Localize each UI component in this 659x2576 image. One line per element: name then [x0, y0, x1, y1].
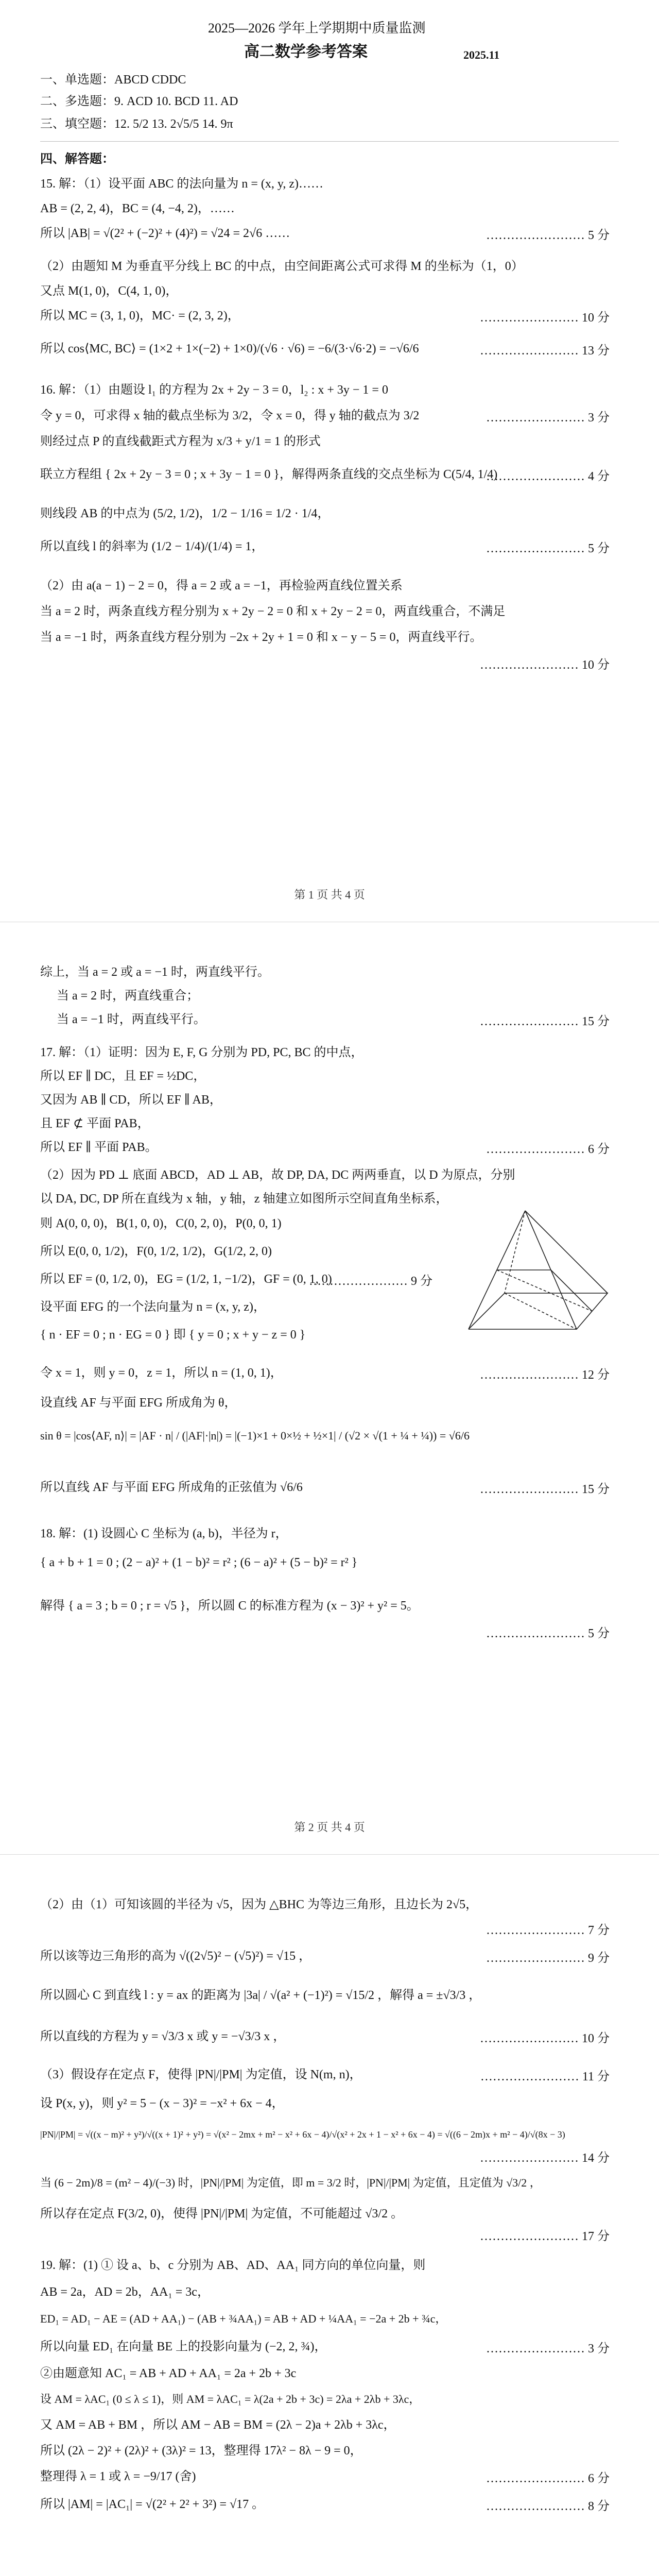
- q16-line: 当 a = 2 时，两直线重合；: [57, 989, 199, 1003]
- q19-line: ②由题意知 AC₁ = AB + AD + AA₁ = 2a + 2b + 3c: [40, 2367, 297, 2380]
- score-marker: …………………… 5 分: [486, 229, 610, 242]
- score-marker: …………………… 6 分: [486, 2472, 610, 2485]
- q17-line: （2）因为 PD ⊥ 底面 ABCD，AD ⊥ AB，故 DP, DA, DC 两两垂直，以 D 为原点，分别: [40, 1168, 515, 1182]
- q19-line: 19. 解：(1) ① 设 a、b、c 分别为 AB、AD、AA₁ 同方向的单位向量，则: [40, 2259, 426, 2272]
- score-marker: …………………… 7 分: [486, 1924, 610, 1937]
- q19-line: 又 AM = AB + BM ，所以 AM − AB = BM = (2λ − 2)a + 2λb + 3λc，: [40, 2418, 396, 2432]
- q15-line: 所以 MC = (3, 1, 0)，MC· = (2, 3, 2)，: [40, 309, 240, 323]
- q19-line: 设 AM = λAC₁ (0 ≤ λ ≤ 1)，则 AM = λAC₁ = λ(2a + 2b + 3c) = 2λa + 2λb + 3λc，: [40, 2393, 421, 2405]
- q17-line: 则 A(0, 0, 0)，B(1, 0, 0)，C(0, 2, 0)，P(0, 0, 1): [40, 1217, 282, 1230]
- score-marker: …………………… 8 分: [486, 2500, 610, 2513]
- q17-line: 17. 解：（1）证明：因为 E, F, G 分别为 PD, PC, BC 的中点，: [40, 1046, 363, 1059]
- exam-date: 2025.11: [463, 48, 500, 61]
- score-marker: …………………… 15 分: [480, 1483, 610, 1496]
- score-marker: …………………… 17 分: [480, 2230, 610, 2243]
- q18-line: 所以存在定点 F(3/2, 0)，使得 |PN|/|PM| 为定值，不可能超过 √3/2 。: [40, 2207, 404, 2221]
- q17-line: 所以 EF ∥ 平面 PAB。: [40, 1141, 158, 1154]
- q17-line: 设平面 EFG 的一个法向量为 n = (x, y, z)，: [40, 1300, 266, 1314]
- pyramid-figure: [448, 1200, 618, 1350]
- page-title: 高二数学参考答案: [244, 43, 368, 60]
- q18-line: 所以该等边三角形的高为 √((2√5)² − (√5)²) = √15 ，: [40, 1950, 311, 1963]
- q18-line: |PN|/|PM| = √((x − m)² + y²)/√((x + 1)² + y²) = √(x² − 2mx + m² − x² + 6x − 4)/√(x² + 2x + 1 − x² + 6x − 4) = √((6 − 2m)x + m² − 4)/√(8x − 3): [40, 2129, 565, 2140]
- q17-line: { n · EF = 0 ; n · EG = 0 } 即 { y = 0 ; x + y − z = 0 }: [40, 1328, 306, 1342]
- score-marker: …………………… 13 分: [480, 344, 610, 358]
- q15-line: （2）由题知 M 为垂直平分线上 BC 的中点，由空间距离公式可求得 M 的坐标为（1，0）: [40, 260, 524, 273]
- page-footer: 第 2 页 共 4 页: [294, 1821, 365, 1834]
- score-marker: …………………… 5 分: [486, 1627, 610, 1640]
- q17-line: 以 DA, DC, DP 所在直线为 x 轴，y 轴，z 轴建立如图所示空间直角坐标系，: [40, 1192, 448, 1206]
- score-marker: …………………… 14 分: [480, 2151, 610, 2165]
- q19-line: 所以向量 ED₁ 在向量 BE 上的投影向量为 (−2, 2, ¾)，: [40, 2340, 327, 2353]
- q16-line: 联立方程组 { 2x + 2y − 3 = 0 ; x + 3y − 1 = 0 }，解得两条直线的交点坐标为 C(5/4, 1/4): [40, 468, 498, 481]
- q17-line: 所以 E(0, 0, 1/2)，F(0, 1/2, 1/2)，G(1/2, 2, 0): [40, 1245, 272, 1258]
- q18-line: 所以圆心 C 到直线 l : y = ax 的距离为 |3a| / √(a² + (−1)²) = √15/2 ，解得 a = ±√3/3 ，: [40, 1989, 481, 2002]
- q16-line: 所以直线 l 的斜率为 (1/2 − 1/4)/(1/4) = 1，: [40, 540, 264, 553]
- multi-choice-answers: 二、多选题：9. ACD 10. BCD 11. AD: [40, 95, 238, 108]
- q16-line: 当 a = −1 时，两条直线方程分别为 −2x + 2y + 1 = 0 和 x − y − 5 = 0，两直线平行。: [40, 631, 482, 644]
- q17-line: 所以 EF ∥ DC，且 EF = ½DC，: [40, 1070, 206, 1083]
- q18-line: （3）假设存在定点 F，使得 |PN|/|PM| 为定值，设 N(m, n)，: [40, 2068, 362, 2081]
- score-marker: …………………… 10 分: [480, 311, 610, 325]
- q16-line: 令 y = 0，可求得 x 轴的截点坐标为 3/2，令 x = 0，得 y 轴的截点为 3/2: [40, 409, 420, 422]
- single-choice-answers: 一、单选题：ABCD CDDC: [40, 73, 186, 87]
- q16-line: 当 a = 2 时，两条直线方程分别为 x + 2y − 2 = 0 和 x + 2y − 2 = 0，两直线重合，不满足: [40, 605, 506, 618]
- q17-line: 所以直线 AF 与平面 EFG 所成角的正弦值为 √6/6: [40, 1481, 303, 1494]
- score-marker: …………………… 5 分: [486, 542, 610, 555]
- q19-line: AB = 2a，AD = 2b，AA₁ = 3c，: [40, 2285, 210, 2299]
- score-marker: …………………… 10 分: [480, 2032, 610, 2045]
- q16-line: 16. 解：（1）由题设 l₁ 的方程为 2x + 2y − 3 = 0，l₂ : x + 3y − 1 = 0: [40, 383, 388, 397]
- score-marker: …………………… 4 分: [486, 470, 610, 483]
- section-heading: 四、解答题：: [40, 152, 114, 166]
- score-marker: …………………… 6 分: [486, 1143, 610, 1156]
- q18-line: 设 P(x, y)，则 y² = 5 − (x − 3)² = −x² + 6x − 4，: [40, 2097, 284, 2110]
- score-marker: …………………… 15 分: [480, 1015, 610, 1028]
- q18-line: 所以直线的方程为 y = √3/3 x 或 y = −√3/3 x ，: [40, 2030, 286, 2043]
- q19-line: 所以 |AM| = |AC₁| = √(2² + 2² + 3²) = √17 。: [40, 2498, 265, 2511]
- score-marker: …………………… 11 分: [480, 2070, 610, 2083]
- q19-line: 整理得 λ = 1 或 λ = −9/17 (舍): [40, 2470, 196, 2483]
- q18-line: 18. 解：(1) 设圆心 C 坐标为 (a, b)，半径为 r，: [40, 1527, 288, 1540]
- q16-line: 则线段 AB 的中点为 (5/2, 1/2)，1/2 − 1/16 = 1/2 · 1/4，: [40, 507, 330, 520]
- page-2: [0, 933, 659, 1855]
- q16-line: 当 a = −1 时，两直线平行。: [57, 1013, 206, 1026]
- q15-line: 15. 解：（1）设平面 ABC 的法向量为 n = (x, y, z)……: [40, 177, 323, 191]
- divider: [40, 141, 619, 142]
- q19-line: 所以 (2λ − 2)² + (2λ)² + (3λ)² = 13，整理得 17λ² − 8λ − 9 = 0，: [40, 2444, 362, 2458]
- q18-line: { a + b + 1 = 0 ; (2 − a)² + (1 − b)² = r² ; (6 − a)² + (5 − b)² = r² }: [40, 1556, 358, 1569]
- q15-line: AB = (2, 2, 4)，BC = (4, −4, 2)，……: [40, 202, 235, 215]
- q19-line: ED₁ = AD₁ − AE = (AD + AA₁) − (AB + ¾AA₁) = AB + AD + ¼AA₁ = −2a + 2b + ¾c，: [40, 2312, 447, 2325]
- q18-line: 解得 { a = 3 ; b = 0 ; r = √5 }，所以圆 C 的标准方程为 (x − 3)² + y² = 5。: [40, 1599, 419, 1613]
- fill-blank-answers: 三、填空题：12. 5/2 13. 2√5/5 14. 9π: [40, 117, 233, 131]
- q17-line: 又因为 AB ∥ CD，所以 EF ∥ AB，: [40, 1093, 222, 1107]
- score-marker: …………………… 9 分: [486, 1952, 610, 1965]
- q15-line: 所以 cos⟨MC, BC⟩ = (1×2 + 1×(−2) + 1×0)/(√6 · √6) = −6/(3·√6·2) = −√6/6: [40, 342, 419, 355]
- page-footer: 第 1 页 共 4 页: [294, 888, 365, 901]
- q17-line: 且 EF ⊄ 平面 PAB，: [40, 1117, 150, 1130]
- q18-line: 当 (6 − 2m)/8 = (m² − 4)/(−3) 时，|PN|/|PM| 为定值，即 m = 3/2 时，|PN|/|PM| 为定值，且定值为 √3/2 ，: [40, 2176, 541, 2189]
- q16-line: 则经过点 P 的直线截距式方程为 x/3 + y/1 = 1 的形式: [40, 435, 321, 448]
- q17-line: 设直线 AF 与平面 EFG 所成角为 θ，: [40, 1396, 237, 1410]
- score-marker: …………………… 10 分: [480, 658, 610, 672]
- q18-line: （2）由（1）可知该圆的半径为 √5，因为 △BHC 为等边三角形，且边长为 2√5，: [40, 1898, 478, 1911]
- score-marker: …………………… 12 分: [480, 1368, 610, 1382]
- q17-line: 所以 EF = (0, 1/2, 0)，EG = (1/2, 1, −1/2)，GF = (0, 1, 0): [40, 1273, 332, 1286]
- score-marker: …………………… 9 分: [309, 1275, 432, 1288]
- page-1: [0, 0, 659, 922]
- score-marker: …………………… 3 分: [486, 411, 610, 425]
- q17-line: sin θ = |cos⟨AF, n⟩| = |AF · n| / (|AF|·|n|) = |(−1)×1 + 0×½ + ½×1| / (√2 × √(1 + ¼ + ¼)) = √6/6: [40, 1429, 470, 1442]
- q17-line: 令 x = 1，则 y = 0，z = 1，所以 n = (1, 0, 1)，: [40, 1366, 283, 1380]
- exam-term: 2025—2026 学年上学期期中质量监测: [208, 21, 426, 36]
- score-marker: …………………… 3 分: [486, 2342, 610, 2355]
- q15-line: 所以 |AB| = √(2² + (−2)² + (4)²) = √24 = 2√6 ……: [40, 227, 290, 240]
- q16-line: 综上，当 a = 2 或 a = −1 时，两直线平行。: [40, 965, 270, 979]
- q15-line: 又点 M(1, 0)，C(4, 1, 0)，: [40, 284, 178, 298]
- q16-line: （2）由 a(a − 1) − 2 = 0，得 a = 2 或 a = −1，再检验两直线位置关系: [40, 579, 403, 592]
- page-3: [0, 1865, 659, 2576]
